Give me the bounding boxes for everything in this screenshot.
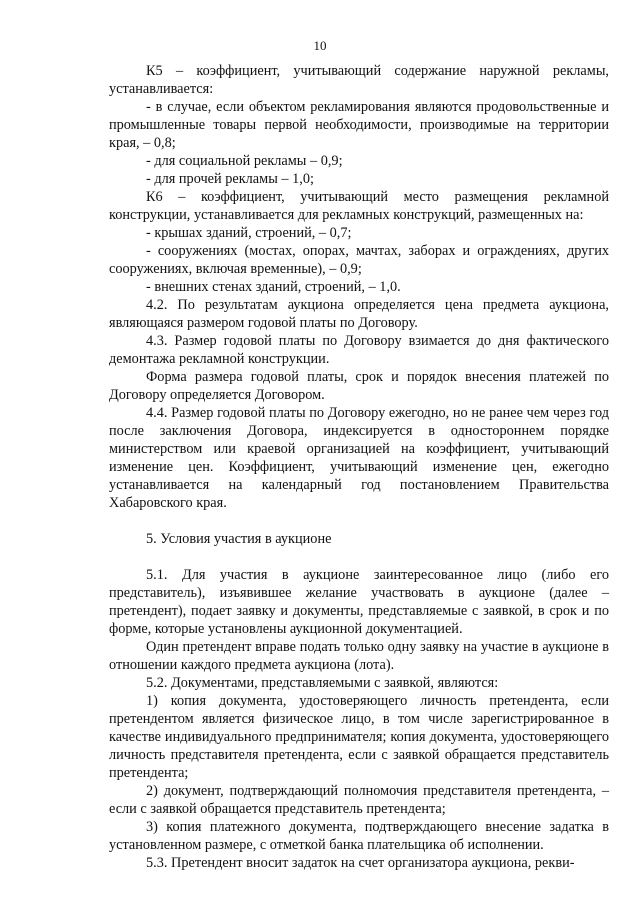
paragraph: - внешних стенах зданий, строений, – 1,0.: [146, 279, 401, 295]
paragraph: - сооружениях (мостах, опорах, мачтах, заборах и ограждениях, других сооружениях, включая временные), – 0,9;: [109, 243, 609, 277]
paragraph: 4.3. Размер годовой платы по Договору взимается до дня фактического демонтажа рекламной конструкции.: [109, 333, 609, 367]
paragraph: - крышах зданий, строений, – 0,7;: [146, 225, 352, 241]
paragraph: - для социальной рекламы – 0,9;: [146, 153, 343, 169]
paragraph: 5.3. Претендент вносит задаток на счет организатора аукциона, рекви-: [146, 855, 575, 871]
paragraph: - для прочей рекламы – 1,0;: [146, 171, 314, 187]
paragraph: 3) копия платежного документа, подтверждающего внесение задатка в установленном размере, с отметкой банка плательщика об исполнении.: [109, 819, 609, 853]
paragraph: 1) копия документа, удостоверяющего личность претендента, если претендентом является физическое лицо, в том числе зарегистрированное в качестве индивидуального предпринимателя; копия документа, удостоверяющего личность представителя претендента, если с заявкой обращается представитель претендента;: [109, 693, 609, 781]
paragraph: 5.2. Документами, представляемыми с заявкой, являются:: [146, 675, 499, 691]
document-body: [109, 62, 609, 872]
paragraph: К6 – коэффициент, учитывающий место размещения рекламной конструкции, устанавливается для рекламных конструкций, размещенных на:: [109, 189, 609, 223]
paragraph: 4.2. По результатам аукциона определяется цена предмета аукциона, являющаяся размером годовой платы по Договору.: [109, 297, 609, 331]
paragraph: К5 – коэффициент, учитывающий содержание наружной рекламы, устанавливается:: [109, 63, 609, 97]
paragraph: 2) документ, подтверждающий полномочия представителя претендента, – если с заявкой обращается представитель претендента;: [109, 783, 609, 817]
paragraph: Один претендент вправе подать только одну заявку на участие в аукционе в отношении каждого предмета аукциона (лота).: [109, 639, 609, 673]
paragraph: Форма размера годовой платы, срок и порядок внесения платежей по Договору определяется Договором.: [109, 369, 609, 403]
page-number: 10: [313, 38, 327, 53]
paragraph: - в случае, если объектом рекламирования являются продовольственные и промышленные товары первой необходимости, производимые на территории края, – 0,8;: [109, 99, 609, 151]
paragraph: 4.4. Размер годовой платы по Договору ежегодно, но не ранее чем через год после заключения Договора, индексируется в одностороннем порядке министерством или краевой организацией на коэффициент, учитывающий изменение цен. Коэффициент, учитывающий изменение цен, ежегодно устанавливается на календарный год постановлением Правительства Хабаровского края.: [109, 405, 609, 511]
section-heading: 5. Условия участия в аукционе: [146, 531, 332, 547]
paragraph: 5.1. Для участия в аукционе заинтересованное лицо (либо его представитель), изъявившее желание участвовать в аукционе (далее – претендент), подает заявку и документы, представляемые с заявкой, в срок и по форме, которые установлены аукционной документацией.: [109, 567, 609, 637]
